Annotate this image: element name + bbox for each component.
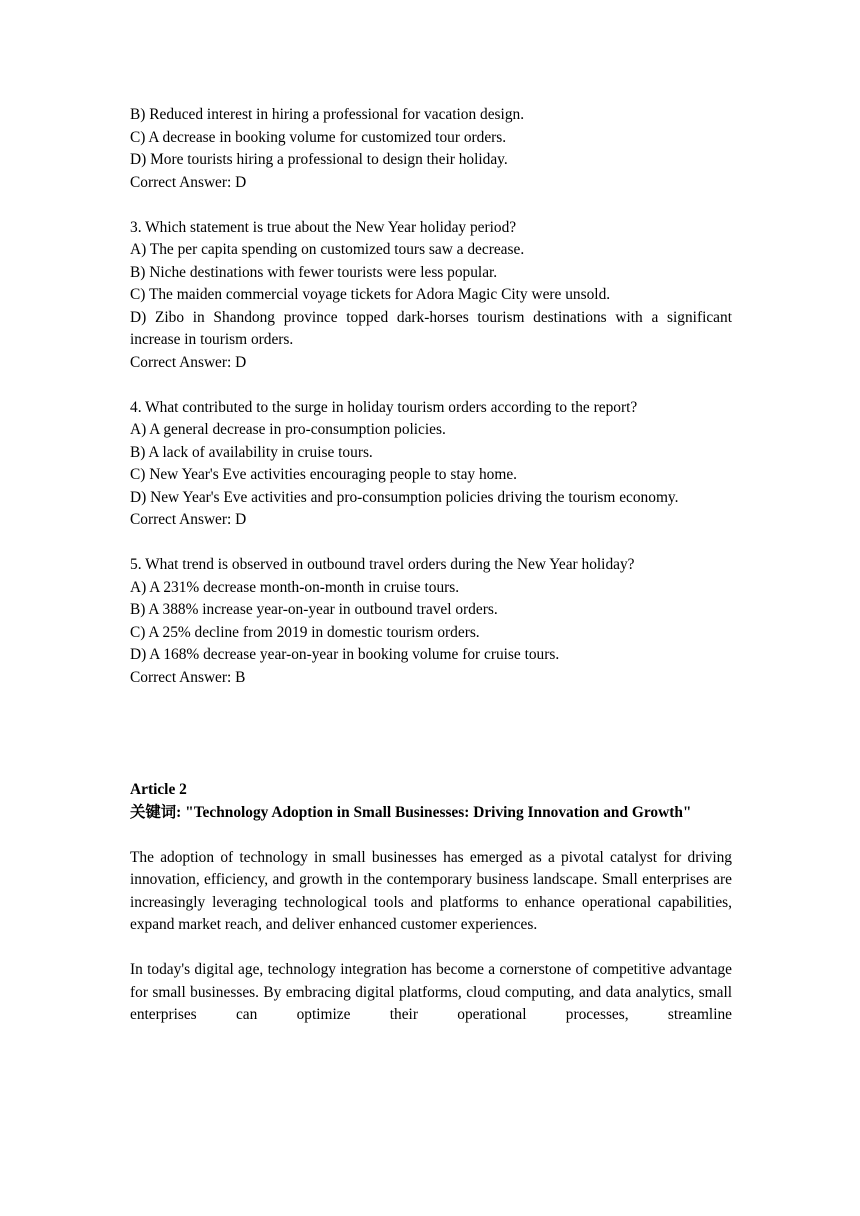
option-d: D) Zibo in Shandong province topped dark-horses tourism destinations with a significant increase in tourism orders. bbox=[130, 308, 732, 348]
question-text: 3. Which statement is true about the New Year holiday period? bbox=[130, 218, 517, 236]
option-a: A) A 231% decrease month-on-month in cruise tours. bbox=[130, 578, 460, 596]
question-text: 5. What trend is observed in outbound travel orders during the New Year holiday? bbox=[130, 556, 635, 573]
correct-answer: Correct Answer: D bbox=[130, 353, 247, 371]
option-c: C) A 25% decline from 2019 in domestic tourism orders. bbox=[130, 623, 480, 641]
option-a: A) A general decrease in pro-consumption policies. bbox=[130, 421, 446, 438]
option-d: D) New Year's Eve activities and pro-consumption policies driving the tourism economy. bbox=[130, 488, 679, 506]
option-d: D) A 168% decrease year-on-year in booking volume for cruise tours. bbox=[130, 646, 560, 663]
question-4 bbox=[130, 397, 732, 532]
option-b: B) Niche destinations with fewer tourists were less popular. bbox=[130, 263, 498, 281]
document-page bbox=[130, 104, 732, 1027]
option-c: C) New Year's Eve activities encouraging people to stay home. bbox=[130, 466, 518, 483]
question-2-tail bbox=[130, 104, 732, 194]
article-paragraph-1: The adoption of technology in small businesses has emerged as a pivotal catalyst for driving innovation, efficiency, and growth in the contemporary business landscape. Small enterprises are increasingly leveraging technological tools and platforms to enhance operational capabilities, expand market reach, and deliver enhanced customer experiences. bbox=[130, 848, 732, 933]
article-keywords: 关键词: "Technology Adoption in Small Businesses: Driving Innovation and Growth" bbox=[130, 803, 692, 821]
option-b: B) A lack of availability in cruise tours. bbox=[130, 443, 373, 461]
question-3 bbox=[130, 217, 732, 375]
article-paragraph-2: In today's digital age, technology integration has become a cornerstone of competitive advantage for small businesses. By embracing digital platforms, cloud computing, and data analytics, small enterprises can optimize their operational processes, streamline bbox=[130, 961, 732, 1023]
correct-answer: Correct Answer: D bbox=[130, 173, 247, 191]
article-2 bbox=[130, 779, 732, 1027]
correct-answer: Correct Answer: D bbox=[130, 511, 247, 528]
option-a: A) The per capita spending on customized tours saw a decrease. bbox=[130, 241, 525, 258]
option-c: C) The maiden commercial voyage tickets for Adora Magic City were unsold. bbox=[130, 286, 611, 303]
article-heading: Article 2 bbox=[130, 781, 187, 798]
option-c: C) A decrease in booking volume for customized tour orders. bbox=[130, 128, 507, 146]
option-d: D) More tourists hiring a professional to design their holiday. bbox=[130, 151, 508, 168]
option-b: B) Reduced interest in hiring a professional for vacation design. bbox=[130, 106, 525, 123]
question-text: 4. What contributed to the surge in holiday tourism orders according to the report? bbox=[130, 398, 638, 416]
question-5 bbox=[130, 554, 732, 689]
correct-answer: Correct Answer: B bbox=[130, 668, 246, 686]
option-b: B) A 388% increase year-on-year in outbound travel orders. bbox=[130, 601, 498, 618]
